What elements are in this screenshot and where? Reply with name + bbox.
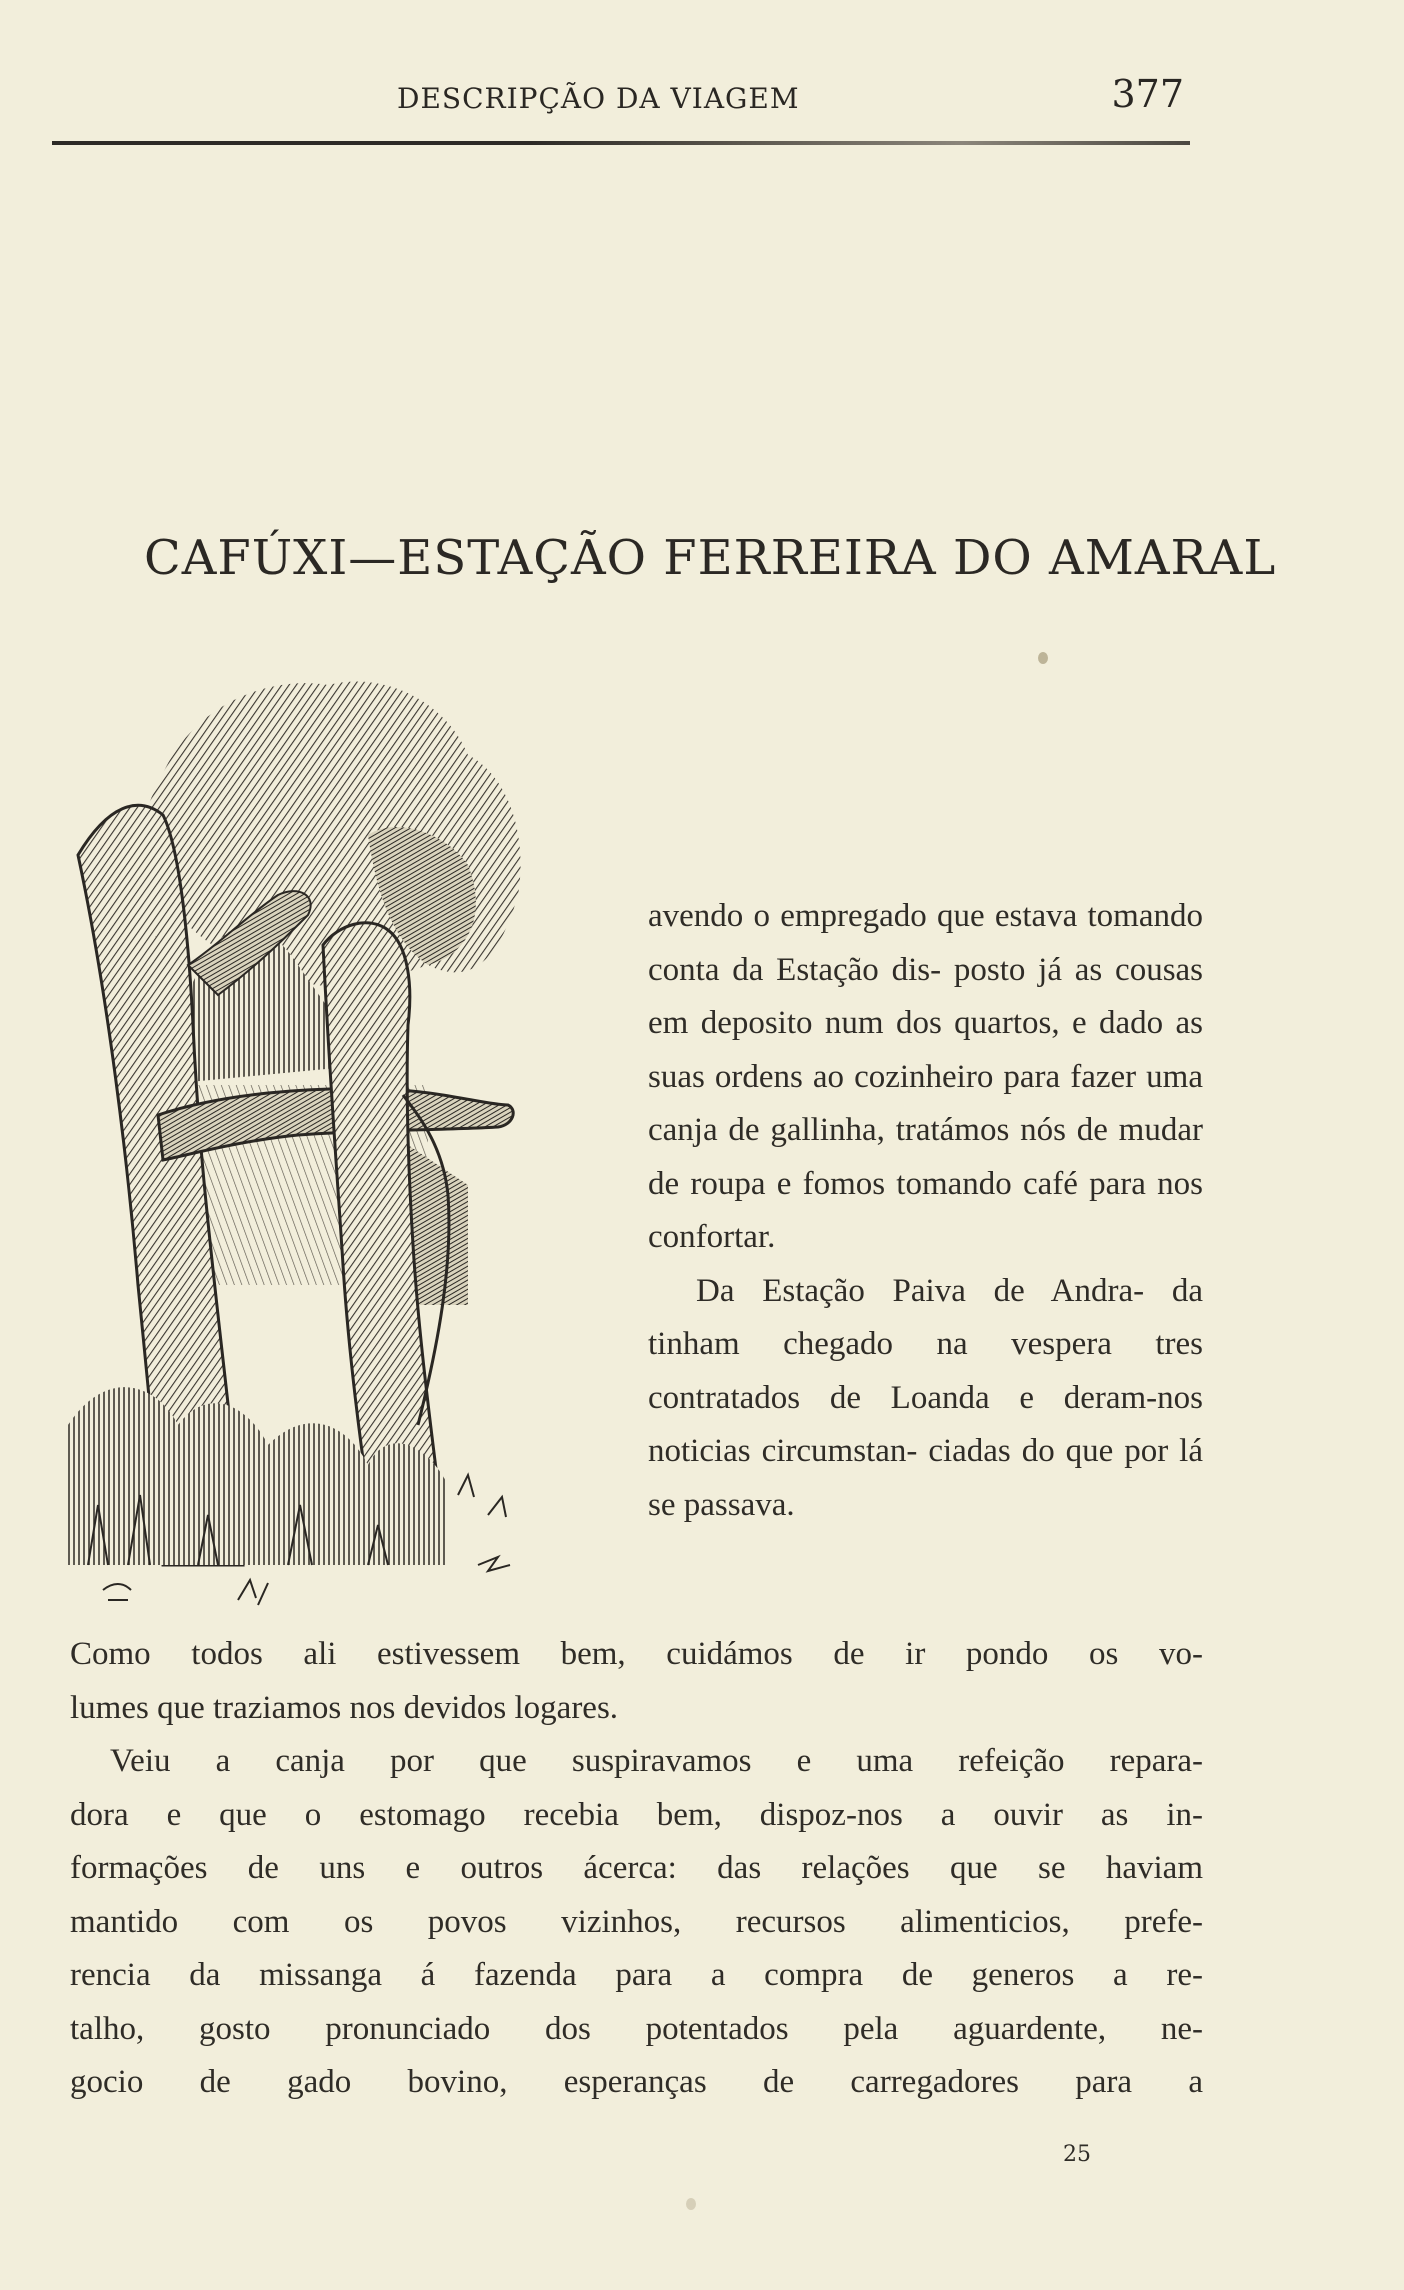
- woodcut-initial-h-tree-hut-icon: [68, 665, 633, 1665]
- paragraph: [70, 1735, 1203, 2110]
- ink-speck: [1038, 652, 1048, 664]
- ink-speck: [686, 2198, 696, 2210]
- text-line: tres contratados de Loanda e: [648, 1326, 1204, 1416]
- paragraph: [648, 1265, 1203, 1533]
- text-line: lumes que traziamos nos devidos logares.: [70, 1689, 619, 1726]
- text-line: ciadas do que por lá se passava.: [648, 1433, 1203, 1523]
- text-line: mantido com os povos vizinhos, recursos alimenticios, prefe-: [70, 1903, 1203, 1940]
- text-line: rencia da missanga á fazenda para a compra de generos a re-: [70, 1957, 1203, 1993]
- text-line: confortar.: [648, 1219, 776, 1255]
- text-line: suas ordens ao cozinheiro para: [648, 1058, 1061, 1095]
- signature-mark: 25: [1063, 2142, 1091, 2167]
- text-line: tratámos nós de mudar de roupa: [648, 1112, 1203, 1202]
- text-line: formações de uns e outros ácerca: das relações que se haviam: [70, 1850, 1203, 1886]
- text-line: gocio de gado bovino, esperanças de carregadores para a: [70, 2064, 1203, 2100]
- text-line: talho, gosto pronunciado dos potentados pela aguardente, ne-: [70, 2010, 1203, 2047]
- text-line: dora e que o estomago recebia bem, dispoz-nos a ouvir as in-: [70, 1796, 1203, 1833]
- page-number: 377: [1111, 72, 1184, 116]
- text-line: tomando conta da Estação dis-: [648, 898, 1203, 988]
- text-line: da tinham chegado na vespera: [648, 1272, 1204, 1362]
- full-width-text: [70, 1628, 1203, 2110]
- text-line: Como todos ali estivessem bem, cuidámos de ir pondo os vo-: [70, 1636, 1203, 1672]
- text-line: e fomos tomando café para nos: [776, 1165, 1203, 1202]
- text-line: Veiu a canja por que suspiravamos e uma refeição repara-: [110, 1743, 1203, 1779]
- drop-cap-wrapped-text: [648, 890, 1203, 1532]
- text-line: fazer uma canja de gallinha,: [648, 1058, 1203, 1148]
- text-line: avendo o empregado que estava: [648, 898, 1078, 934]
- running-title: DESCRIPÇÃO DA VIAGEM: [397, 82, 800, 115]
- paragraph: [648, 890, 1203, 1265]
- running-header: [52, 70, 1184, 124]
- paragraph: [70, 1628, 1203, 1735]
- text-line: Da Estação Paiva de Andra-: [696, 1272, 1145, 1309]
- text-line: deram-nos noticias circumstan-: [648, 1379, 1204, 1469]
- text-line: num dos quartos, e dado as: [824, 1005, 1203, 1041]
- section-heading: CAFÚXI—ESTAÇÃO FERREIRA DO AMARAL: [144, 530, 1277, 586]
- header-rule: [52, 141, 1190, 145]
- text-line: posto já as cousas em deposito: [648, 951, 1204, 1041]
